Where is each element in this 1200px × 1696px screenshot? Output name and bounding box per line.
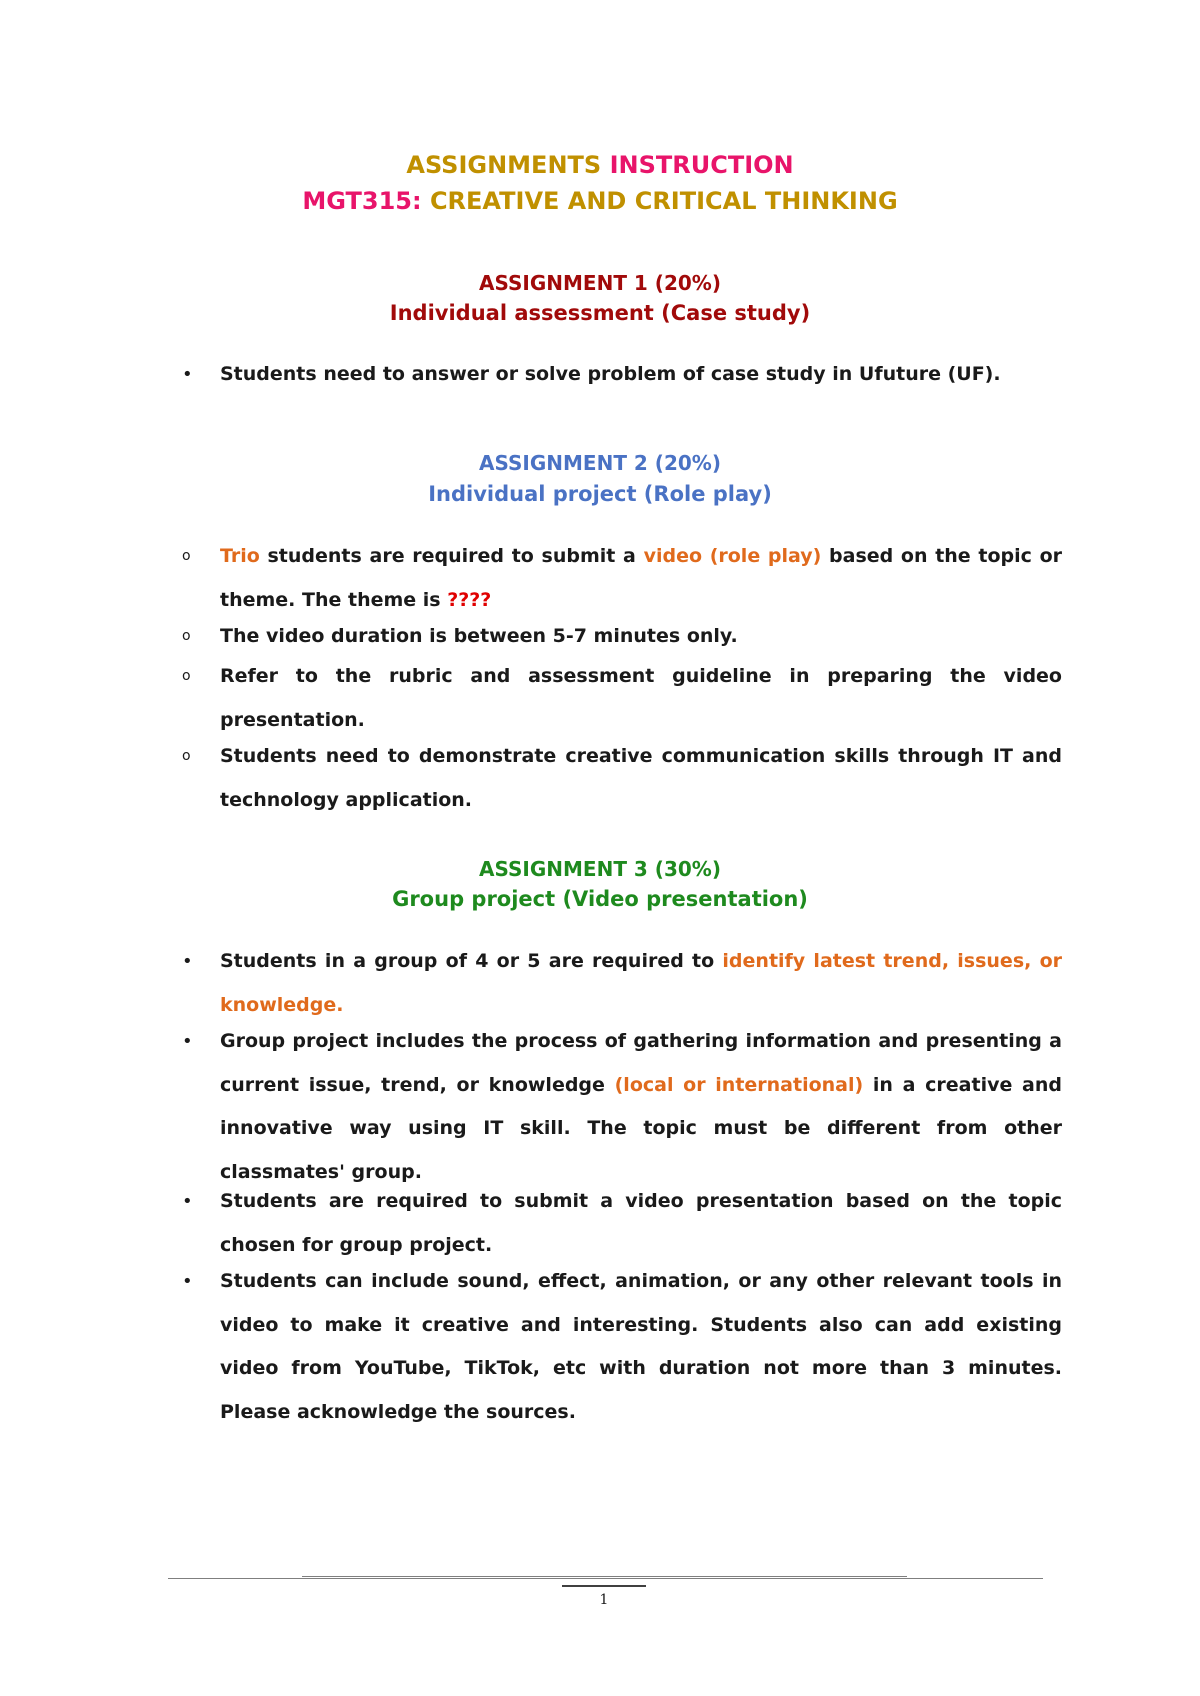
title-word-instruction: INSTRUCTION: [609, 151, 794, 179]
item-text: Group project includes the process of gathering information and presenting a current issue, trend, or knowledge: [220, 1030, 1062, 1096]
assignment1-item-1: Students need to answer or solve problem of case study in Ufuture (UF).: [220, 363, 1001, 385]
title-word-assignments: ASSIGNMENTS: [406, 151, 602, 179]
item-text: Students in a group of 4 or 5 are required to: [220, 950, 723, 972]
highlight-theme-placeholder: ????: [447, 588, 492, 611]
circle-bullet-icon: o: [182, 748, 191, 764]
course-name: CREATIVE AND CRITICAL THINKING: [429, 187, 898, 215]
item-text: in a creative and innovative way using IT skill. The topic must be different from other classmates' group.: [220, 1073, 1062, 1183]
bullet-icon: •: [182, 1271, 193, 1292]
footer-divider-inner: [302, 1576, 907, 1577]
assignment2-heading: ASSIGNMENT 2 (20%): [479, 451, 721, 475]
assignment3-item-3: Students are required to submit a video presentation based on the topic chosen for group project.: [220, 1190, 1062, 1256]
document-title: [0, 148, 1200, 182]
item-text: based on the topic or theme. The theme is: [220, 545, 1062, 611]
assignment3-subheading: Group project (Video presentation): [392, 887, 808, 911]
bullet-icon: •: [182, 1031, 193, 1052]
course-code: MGT315:: [302, 187, 422, 215]
assignment3-heading: ASSIGNMENT 3 (30%): [479, 857, 721, 881]
bullet-icon: •: [182, 951, 193, 972]
assignment2-subheading: Individual project (Role play): [428, 482, 772, 506]
circle-bullet-icon: o: [182, 668, 191, 684]
page-number-rule: [562, 1585, 646, 1587]
footer-divider: [168, 1578, 1043, 1579]
highlight-local-international: (local or international): [614, 1073, 864, 1096]
page-number: 1: [599, 1592, 609, 1608]
highlight-trend: identify latest trend, issues, or knowledge.: [220, 950, 1062, 1016]
bullet-icon: •: [182, 1191, 193, 1212]
assignment2-item-2: The video duration is between 5-7 minutes only.: [220, 625, 738, 647]
course-title: [0, 184, 1200, 218]
assignment2-item-3: Refer to the rubric and assessment guideline in preparing the video presentation.: [220, 665, 1062, 731]
highlight-trio: Trio: [220, 545, 260, 567]
assignment1-heading: ASSIGNMENT 1 (20%): [479, 271, 721, 295]
highlight-video-role-play: video (role play): [643, 545, 822, 567]
assignment1-subheading: Individual assessment (Case study): [389, 301, 811, 325]
assignment3-item-4: Students can include sound, effect, animation, or any other relevant tools in video to make it creative and interesting. Students also can add existing video from YouTube, TikTok, etc with duration not more than 3 minutes. Please acknowledge the sources.: [220, 1270, 1062, 1423]
assignment3-item-1: [220, 940, 1062, 1027]
assignment2-item-4: Students need to demonstrate creative communication skills through IT and technology application.: [220, 745, 1062, 811]
assignment3-item-2: [220, 1020, 1062, 1194]
bullet-icon: •: [182, 364, 193, 385]
assignment2-item-1: [220, 535, 1062, 622]
circle-bullet-icon: o: [182, 628, 191, 644]
circle-bullet-icon: o: [182, 548, 191, 564]
item-text: students are required to submit a: [259, 545, 644, 567]
